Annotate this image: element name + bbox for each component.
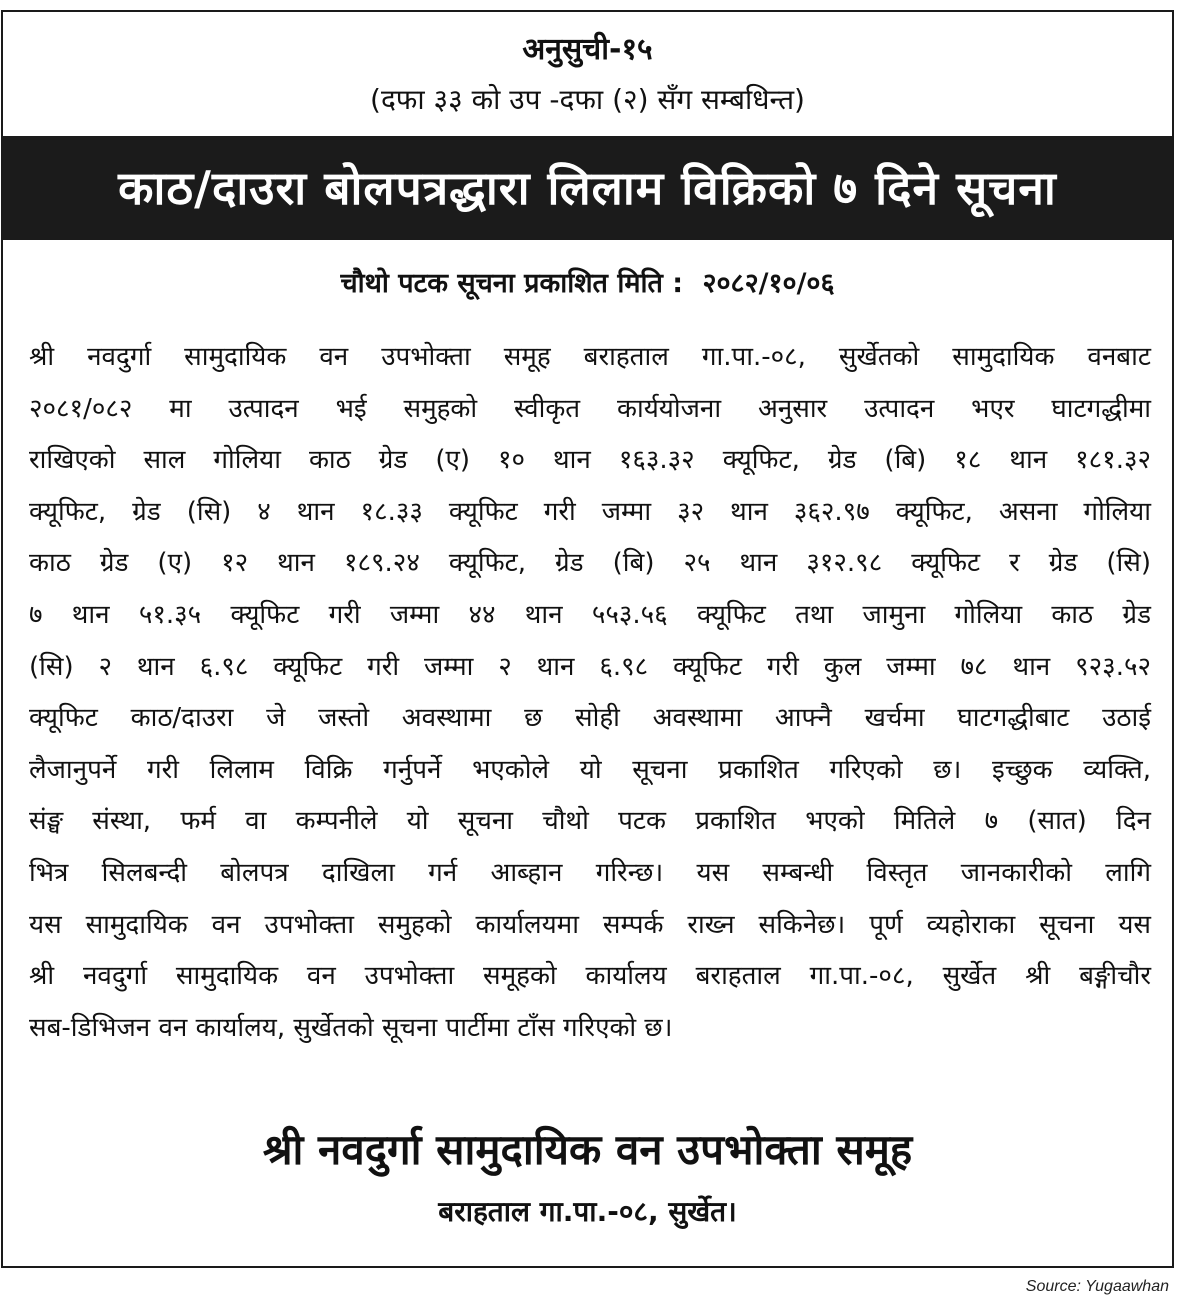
source-credit: Source: Yugaawhan	[1025, 1278, 1169, 1295]
body-line: क्यूफिट, ग्रेड (सि) ४ थान १८.३३ क्यूफिट गरी जम्मा ३२ थान ३६२.९७ क्यूफिट, असना गोलिया	[29, 496, 1151, 527]
body-line: लैजानुपर्ने गरी लिलाम विक्रि गर्नुपर्ने भएकोले यो सूचना प्रकाशित गरिएको छ। इच्छुक व्यक्ति,	[29, 754, 1151, 785]
body-line: क्यूफिट काठ/दाउरा जे जस्तो अवस्थामा छ सोही अवस्थामा आफ्नै खर्चमा घाटगद्धीबाट उठाई	[29, 703, 1151, 734]
notice-title: काठ/दाउरा बोलपत्रद्धारा लिलाम विक्रिको ७ दिने सूचना	[118, 161, 1057, 215]
publish-date-label: चौथो पटक सूचना प्रकाशित मिति :	[340, 268, 684, 299]
body-line: राखिएको साल गोलिया काठ ग्रेड (ए) १० थान १६३.३२ क्यूफिट, ग्रेड (बि) १८ थान १८१.३२	[29, 445, 1151, 476]
publish-date-line	[3, 264, 1172, 304]
organization-address: बराहताल गा.पा.-०८, सुर्खेत।	[438, 1195, 737, 1228]
notice-body	[29, 332, 1151, 1054]
annex-reference: (दफा ३३ को उप -दफा (२) सँग सम्बधिन्त)	[370, 83, 805, 116]
notice-frame	[1, 10, 1174, 1268]
body-line: ७ थान ५१.३५ क्यूफिट गरी जम्मा ४४ थान ५५३.५६ क्यूफिट तथा जामुना गोलिया काठ ग्रेड	[29, 599, 1151, 630]
title-band	[3, 136, 1172, 240]
body-line: काठ ग्रेड (ए) १२ थान १८९.२४ क्यूफिट, ग्रेड (बि) २५ थान ३१२.९८ क्यूफिट र ग्रेड (सि)	[29, 548, 1151, 579]
body-line: यस सामुदायिक वन उपभोक्ता समुहको कार्यालयमा सम्पर्क राख्न सकिनेछ। पूर्ण व्यहोराका सूचना यस	[29, 909, 1151, 940]
body-line: सब-डिभिजन वन कार्यालय, सुर्खेतको सूचना पार्टीमा टाँस गरिएको छ।	[29, 1012, 673, 1043]
body-line: (सि) २ थान ६.९८ क्यूफिट गरी जम्मा २ थान ६.९८ क्यूफिट गरी कुल जम्मा ७८ थान ९२३.५२	[29, 651, 1151, 682]
body-line: श्री नवदुर्गा सामुदायिक वन उपभोक्ता समूह बराहताल गा.पा.-०८, सुर्खेतको सामुदायिक वनबाट	[29, 342, 1151, 372]
body-line: श्री नवदुर्गा सामुदायिक वन उपभोक्ता समूहको कार्यालय बराहताल गा.पा.-०८, सुर्खेत श्री बङ्गीचौर	[29, 961, 1151, 992]
publish-date-value: २०८२/१०/०६	[702, 268, 835, 299]
annex-title: अनुसुची-१५	[522, 32, 653, 67]
organization-name: श्री नवदुर्गा सामुदायिक वन उपभोक्ता समूह	[262, 1125, 913, 1174]
body-line: संङ्घ संस्था, फर्म वा कम्पनीले यो सूचना चौथो पटक प्रकाशित भएको मितिले ७ (सात) दिन	[29, 806, 1151, 837]
body-line: २०८१/०८२ मा उत्पादन भई समुहको स्वीकृत कार्ययोजना अनुसार उत्पादन भएर घाटगद्धीमा	[29, 393, 1151, 424]
body-line: भित्र सिलबन्दी बोलपत्र दाखिला गर्न आब्हान गरिन्छ। यस सम्बन्धी विस्तृत जानकारीको लागि	[29, 857, 1151, 888]
